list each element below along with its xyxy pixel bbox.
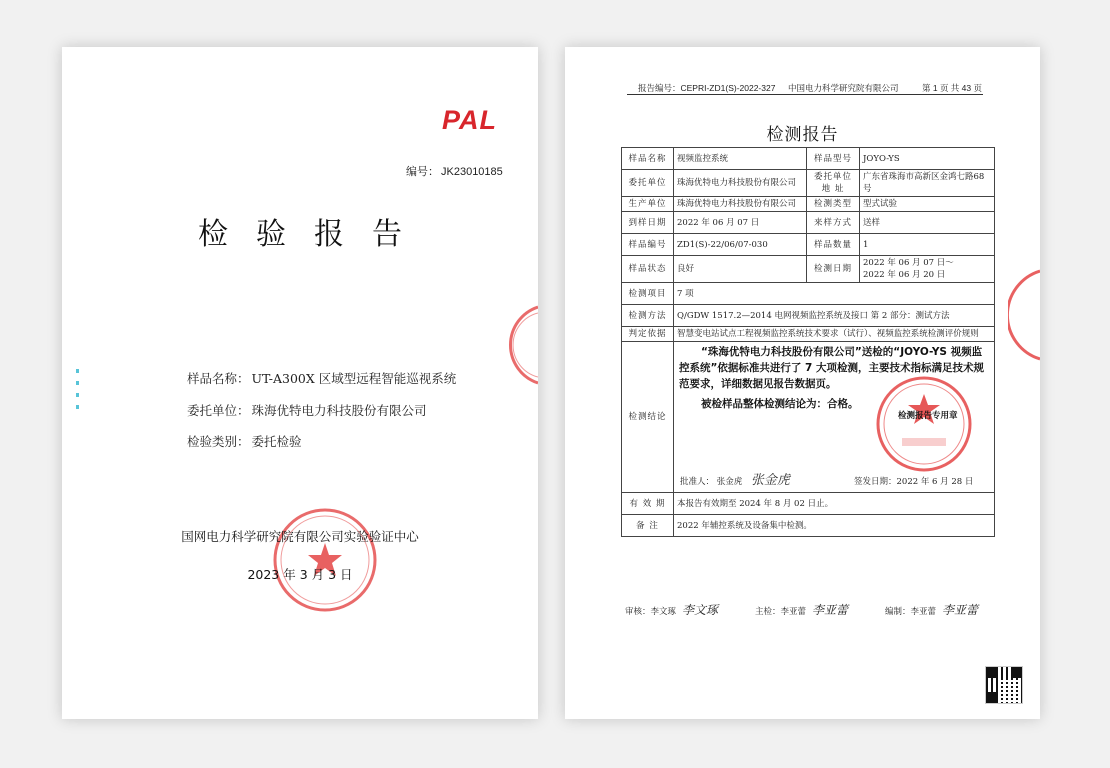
report-cover-page [62, 47, 538, 719]
info-category [187, 432, 302, 450]
row-value: JOYO-YS [860, 148, 995, 170]
signature-reviewer [625, 601, 718, 618]
row-label: 检测类型 [807, 197, 860, 212]
row-value: 2022 年 06 月 07 日 [674, 212, 807, 234]
approver-label: 批准人： 张金虎 [680, 477, 743, 487]
row-label: 来样方式 [807, 212, 860, 234]
row-label: 委托单位 地 址 [807, 170, 860, 197]
table-row [622, 283, 995, 305]
table-row [622, 327, 995, 342]
report-number-value: JK23010185 [441, 166, 503, 178]
test-report-page [565, 47, 1040, 719]
signature-label: 审核：李文琢 [625, 607, 677, 617]
header-rule [627, 94, 983, 95]
table-row [622, 305, 995, 327]
report-table [621, 147, 995, 537]
info-value: 委托检验 [251, 434, 302, 449]
info-sample-name [187, 369, 456, 387]
table-row [622, 256, 995, 283]
signature-inspector [755, 601, 848, 618]
row-value: 1 [860, 234, 995, 256]
edge-seal-left [504, 305, 538, 385]
row-label: 到样日期 [622, 212, 674, 234]
row-label: 样品状态 [622, 256, 674, 283]
header-page: 第 1 页 共 43 页 [922, 83, 982, 93]
row-label: 备 注 [622, 515, 674, 537]
issue-date-box [854, 476, 973, 488]
table-row [622, 515, 995, 537]
row-label: 检测日期 [807, 256, 860, 283]
table-row [622, 197, 995, 212]
row-label: 判定依据 [622, 327, 674, 342]
row-label: 样品型号 [807, 148, 860, 170]
row-value: 型式试验 [860, 197, 995, 212]
row-value: 本报告有效期至 2024 年 8 月 02 日止。 [674, 493, 995, 515]
row-value: 广东省珠海市高新区金鸿七路68号 [860, 170, 995, 197]
pal-logo: PAL [442, 105, 497, 135]
info-label: 委托单位： [187, 403, 250, 418]
signature-label: 主检：李亚蕾 [755, 607, 807, 617]
row-label: 检测方法 [622, 305, 674, 327]
table-row [622, 148, 995, 170]
row-label: 委托单位 [622, 170, 674, 197]
qr-code-icon [986, 667, 1022, 703]
row-value: 珠海优特电力科技股份有限公司 [674, 197, 807, 212]
row-value: 送样 [860, 212, 995, 234]
report-number [404, 163, 503, 179]
conclusion-paragraph: “珠海优特电力科技股份有限公司”送检的“JOYO-YS 视频监控系统”依据标准共进行了 7 大项检测，主要技术指标满足技术规范要求，详细数据见报告数据页。 [679, 346, 985, 390]
row-value: 2022 年辅控系统及设备集中检测。 [674, 515, 995, 537]
table-row [622, 234, 995, 256]
issue-date-value: 2022 年 6 月 28 日 [896, 477, 974, 487]
header-report-number: 报告编号：CEPRI-ZD1(S)-2022-327 [638, 83, 776, 93]
header-org: 中国电力科学研究院有限公司 [788, 83, 899, 93]
row-label: 有 效 期 [622, 493, 674, 515]
info-value: UT-A300X 区域型远程智能巡视系统 [251, 371, 457, 386]
report-number-label: 编号： [406, 166, 439, 178]
signature-label: 编制：李亚蕾 [885, 607, 937, 617]
row-value: 智慧变电站试点工程视频监控系统技术要求（试行）、视频监控系统检测评价规则 [674, 327, 995, 342]
row-value: Q/GDW 1517.2—2014 电网视频监控系统及接口 第 2 部分：测试方法 [674, 305, 995, 327]
table-row [622, 342, 995, 493]
table-row [622, 493, 995, 515]
info-value: 珠海优特电力科技股份有限公司 [251, 403, 427, 418]
test-seal [874, 374, 974, 474]
approver [680, 475, 790, 488]
row-value: ZD1(S)-22/06/07-030 [674, 234, 807, 256]
row-label: 检测结论 [622, 342, 674, 493]
signature-editor [885, 601, 978, 618]
page-title: 检验报告 [198, 217, 430, 252]
row-label: 样品数量 [807, 234, 860, 256]
row-label: 生产单位 [622, 197, 674, 212]
issuer: 国网电力科学研究院有限公司实验验证中心 [181, 529, 419, 544]
row-label: 检测项目 [622, 283, 674, 305]
approver-signature: 张金虎 [750, 473, 790, 488]
report-title: 检测报告 [766, 125, 839, 145]
row-value: 良好 [674, 256, 807, 283]
stamp-label: 检测报告专用章 [898, 411, 958, 421]
info-label: 检验类别： [187, 434, 250, 449]
row-value: 7 项 [674, 283, 995, 305]
table-row [622, 212, 995, 234]
side-marks [76, 369, 79, 417]
approval-row [674, 411, 994, 492]
row-value: 视频监控系统 [674, 148, 807, 170]
issue-date: 2023 年 3 月 3 日 [247, 567, 353, 582]
issue-date-label: 签发日期： [854, 477, 897, 487]
signature-script: 李亚蕾 [942, 603, 979, 617]
official-seal-left [270, 505, 380, 615]
row-label: 样品名称 [622, 148, 674, 170]
signature-script: 李亚蕾 [812, 603, 849, 617]
edge-seal-right [1008, 269, 1040, 361]
info-label: 样品名称： [187, 371, 250, 386]
conclusion-result: 被检样品整体检测结论为：合格。 [701, 398, 859, 410]
signature-script: 李文琢 [682, 603, 719, 617]
row-value: 珠海优特电力科技股份有限公司 [674, 170, 807, 197]
info-client [187, 401, 427, 419]
row-value: 2022 年 06 月 07 日～ 2022 年 06 月 20 日 [860, 256, 995, 283]
table-row [622, 170, 995, 197]
conclusion-cell [674, 342, 995, 493]
row-label: 样品编号 [622, 234, 674, 256]
